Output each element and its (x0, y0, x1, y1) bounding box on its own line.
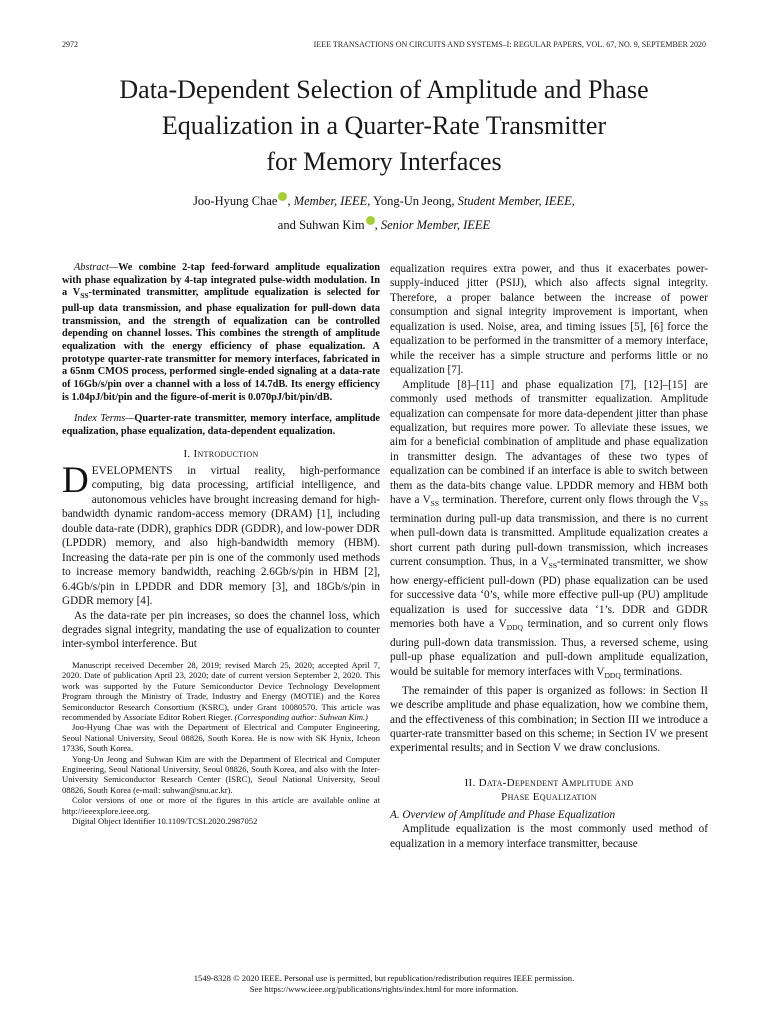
footnote (62, 660, 380, 722)
doi: Digital Object Identifier 10.1109/TCSI.2020.2987052 (72, 816, 258, 827)
footnotes (62, 660, 380, 827)
paragraph: As the data-rate per pin increases, so does the channel loss, which degrades signal integrity, mandating the use of equalization to counter inter-symbol interference. But (62, 609, 380, 651)
paragraph-text: EVELOPMENTS in virtual reality, high-performance computing, big data processing, artificial intelligence, and autonomous vehicles have brought increasing demand for high-bandwidth dynamic random-access memory (DRAM) [1], including double data-rate (DDR), graphics DDR (GDDR), and low-power DDR (LPDDR) memory, and also high-bandwidth memory (HBM). Increasing the data-rate per pin is one of the commonly used methods to increase memory bandwidth, reaching 2.6Gb/s/pin in HBM [2], 6.4Gb/s/pin in LPDDR and DDR memory [3], and 18Gb/s/pin in GDDR memory [4]. (62, 465, 380, 608)
copyright-line: 1549-8328 © 2020 IEEE. Personal use is permitted, but republication/redistribution requires IEEE permission. (193, 973, 575, 983)
page-number: 2972 (62, 40, 78, 49)
author-line-1: Joo-Hyung Chae , Member, IEEE, Yong-Un Jeong, Student Member, IEEE, (193, 194, 575, 208)
paper-title (40, 72, 728, 180)
author-line-2: and Suhwan Kim , Senior Member, IEEE (277, 218, 491, 232)
paragraph (390, 378, 708, 684)
rights-link[interactable]: See https://www.ieee.org/publications/rights/index.html for more information. (249, 984, 519, 994)
section-heading (390, 776, 708, 805)
subsection-heading: A. Overview of Amplitude and Phase Equalization (390, 808, 616, 821)
section-number: I. (183, 447, 191, 460)
author-name: Yong-Un Jeong (373, 194, 452, 208)
paragraph (62, 460, 380, 609)
index-terms (62, 413, 380, 438)
abstract-text: -terminated transmitter, amplitude equalization is selected for pull-up data transmission, and phase equalization for pull-down data transmission, and the strength of equalization can be controlled depending on channel losses. This combines the strength of amplitude equalization with the energy efficiency of phase equalization. A prototype quarter-rate transmitter for memory interfaces, fabricated in a 65nm CMOS process, performed single-ended signaling at a data-rate of 16Gb/s/pin over a channel with a loss of 14.7dB. Its energy efficiency is 1.04pJ/bit/pin and the figure-of-merit is 0.070pJ/bit/pin/dB. (62, 287, 380, 403)
paragraph: equalization requires extra power, and thus it exacerbates power-supply-induced jitter (PSIJ), which also affects signal integrity. Therefore, a proper balance between the increase of power consumption and signal integrity improvement is important, when equalization is used. Noise, area, and timing issues [5], [6] force the equalization to be performed in the transmitter of a memory interface, while the receiver has a simple structure and performs little or no equalization [7]. (390, 263, 708, 377)
paragraph-text: -terminated transmitter, we show how energy-efficient pull-down (PD) phase equalization can be used for successive data ‘0’s, while more effective pull-up (PU) amplitude equalization is used for successive data ‘1’s. DDR and GDDR memories both have a V (390, 556, 708, 631)
abstract (62, 262, 380, 404)
footnote: Yong-Un Jeong and Suhwan Kim are with the Department of Electrical and Computer Engineering, Seoul National University, Seoul 08826, South Korea, and also with the Inter-University Semiconductor Research Center (ISRC), Seoul National University, Seoul 08826, South Korea (e-mail: suhwan@snu.ac.kr). (62, 753, 380, 795)
section-title: Introduction (193, 447, 259, 460)
subscript: SS (548, 561, 558, 571)
orcid-icon[interactable] (278, 192, 287, 201)
title-line: Equalization in a Quarter-Rate Transmitter (161, 111, 607, 140)
paragraph-text: terminations. (620, 665, 683, 678)
section-title: Data-Dependent Amplitude and (478, 776, 634, 789)
copyright-footer (40, 973, 728, 995)
drop-cap: D (62, 460, 89, 502)
paragraph-text: Amplitude [8]–[11] and phase equalization [7], [12]–[15] are commonly used methods of transmitter equalization. Amplitude equalization can compensate for more data-dependent jitter than phase equalization, but requires more power. To alleviate these issues, we aim for a beneficial combination of amplitude and phase equalization in transmitter design. The advantages of these two types of equalization can be combined if an interface is able to switch between them as the data-bits change value. LPDDR memory and HBM both have a V (390, 378, 708, 507)
subscript: DDQ (604, 671, 621, 681)
index-terms-text: Quarter-rate transmitter, memory interface, amplitude equalization, phase equalization, data-dependent equalization. (62, 413, 381, 437)
paragraph: The remainder of this paper is organized as follows: in Section II we describe amplitude and phase equalization, how we combine them, and the effectiveness of this combination; in Section III we introduce a quarter-rate transmitter based on this scheme; in Section IV we present experimental results; and in Section V we draw conclusions. (390, 684, 708, 755)
subscript: DDQ (506, 623, 523, 633)
paragraph-text: termination during pull-up data transmission, and there is no current when pull-down data is transmitted. Amplitude equalization creates a short current path during pull-down transmission, which increases current consumption. Thus, in a V (390, 512, 708, 569)
journal-header: IEEE TRANSACTIONS ON CIRCUITS AND SYSTEMS–I: REGULAR PAPERS, VOL. 67, NO. 9, SEPTEMBER 2020 (313, 40, 706, 49)
title-line: for Memory Interfaces (266, 147, 502, 176)
footnote: Joo-Hyung Chae was with the Department of Electrical and Computer Engineering, Seoul National University, Seoul 08826, South Korea. He is now with SK Hynix, Icheon 17336, South Korea. (62, 722, 380, 754)
subscript: SS (80, 291, 89, 301)
footnote: Color versions of one or more of the figures in this article are available online at http://ieeexplore.ieee.org. (62, 795, 380, 816)
author-role: Student Member, IEEE (457, 194, 572, 208)
orcid-icon[interactable] (366, 216, 375, 225)
footnote-text: Manuscript received December 28, 2019; revised March 25, 2020; accepted April 7, 2020. Date of publication April 23, 2020; date of current version September 2, 2020. This work was supported by the Future Semiconductor Device Technology Development Program through the Ministry of Trade, Industry and Energy (MOTIE) and the Korea Semiconductor Research Consortium (KSRC), under Grant 10080570. This article was recommended by Associate Editor Robert Rieger. (62, 659, 380, 722)
paragraph: Amplitude equalization is the most commonly used method of equalization in a memory interface transmitter, because (390, 823, 708, 850)
paragraph-text: termination, and so current only flows during pull-down data transmission. Thus, a reversed scheme, using pull-up phase equalization and pull-down amplitude equalization, would be suitable for memory interfaces with V (390, 618, 708, 678)
right-column (390, 262, 708, 851)
author-role: Senior Member, IEEE (380, 218, 491, 232)
paragraph-text: termination. Therefore, current only flows through the V (439, 494, 700, 507)
index-terms-label: Index Terms— (74, 413, 135, 425)
section-title: Phase Equalization (501, 791, 597, 804)
author-conjunction: and (277, 218, 296, 232)
abstract-label: Abstract— (74, 262, 119, 273)
author-name: Joo-Hyung Chae (193, 194, 278, 208)
subscript: SS (699, 499, 708, 509)
section-heading (62, 447, 380, 461)
abstract-text: We combine 2-tap feed-forward amplitude equalization with phase equalization by 4-tap integrated pulse-width modulation. In a V (62, 262, 380, 299)
author-name: Suhwan Kim (298, 218, 365, 232)
subscript: SS (430, 499, 440, 509)
author-role: Member, IEEE (293, 194, 368, 208)
corresponding-author: (Corresponding author: Suhwan Kim.) (234, 711, 368, 722)
title-line: Data-Dependent Selection of Amplitude and Phase (119, 75, 649, 104)
section-number: II. (464, 776, 476, 789)
left-column (62, 262, 380, 826)
